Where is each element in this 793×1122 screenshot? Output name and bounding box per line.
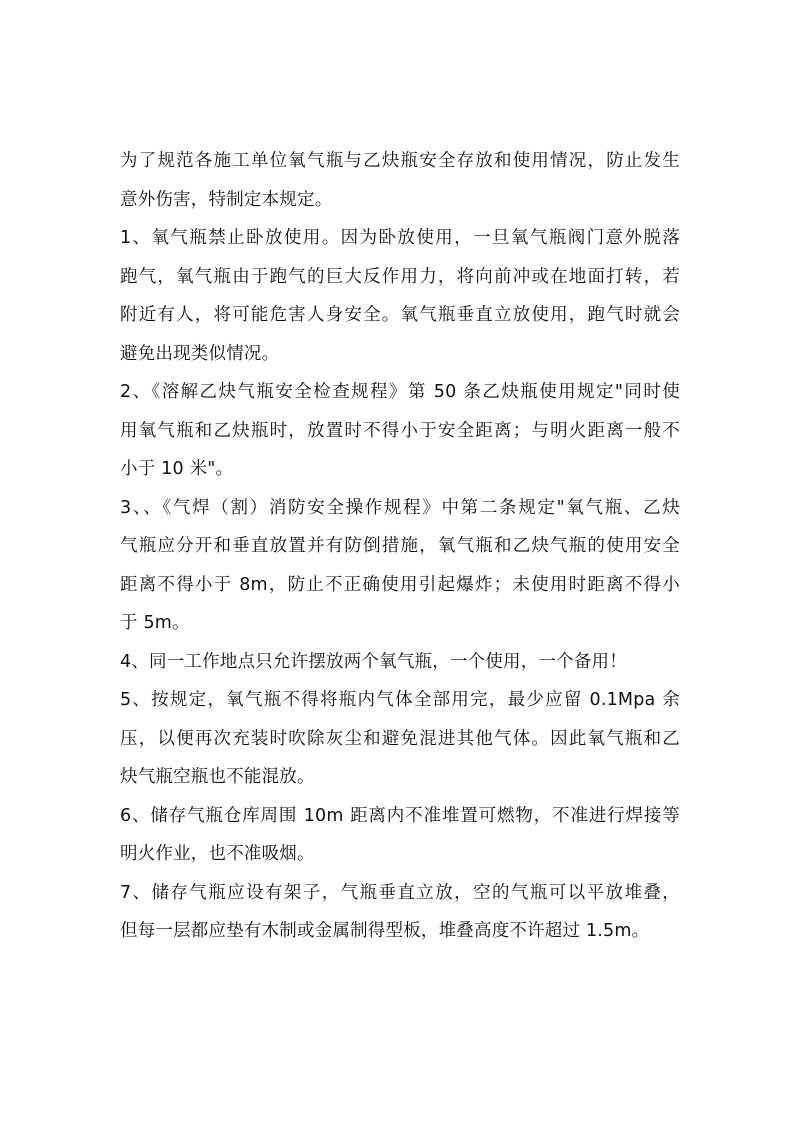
text-line: 跑气，氧气瓶由于跑气的巨大反作用力，将向前冲或在地面打转，若 (120, 266, 680, 287)
text-line: 7、储存气瓶应设有架子，气瓶垂直立放，空的气瓶可以平放堆叠， (120, 882, 680, 903)
text-line: 1、氧气瓶禁止卧放使用。因为卧放使用，一旦氧气瓶阀门意外脱落 (120, 228, 680, 248)
text-line: 用氧气瓶和乙炔瓶时，放置时不得小于安全距离；与明火距离一般不 (120, 420, 680, 441)
rule-3-paragraph (120, 489, 680, 643)
rule-2-paragraph (120, 373, 680, 489)
text-line: 6、储存气瓶仓库周围 10m 距离内不准堆置可燃物，不准进行焊接等 (120, 805, 680, 826)
rule-1-paragraph (120, 219, 680, 373)
text-line: 5、按规定，氧气瓶不得将瓶内气体全部用完，最少应留 0.1Mpa 余 (120, 690, 680, 710)
text-line: 压，以便再次充装时吹除灰尘和避免混进其他气体。因此氧气瓶和乙 (120, 728, 680, 749)
text-line: 意外伤害，特制定本规定。 (120, 189, 333, 210)
document-body (120, 142, 680, 951)
text-line: 小于 10 米"。 (120, 459, 234, 479)
text-line: 气瓶应分开和垂直放置并有防倒措施，氧气瓶和乙炔气瓶的使用安全 (120, 536, 680, 556)
text-line: 明火作业，也不准吸烟。 (120, 844, 315, 864)
text-line: 2、《溶解乙炔气瓶安全检查规程》第 50 条乙炔瓶使用规定"同时使 (120, 382, 680, 402)
text-line: 为了规范各施工单位氧气瓶与乙炔瓶安全存放和使用情况，防止发生 (120, 151, 680, 171)
rule-4-paragraph (120, 643, 680, 682)
text-line: 但每一层都应垫有木制或金属制得型板，堆叠高度不许超过 1.5m。 (120, 921, 650, 941)
text-line: 附近有人，将可能危害人身安全。氧气瓶垂直立放使用，跑气时就会 (120, 305, 680, 325)
text-line: 4、同一工作地点只允许摆放两个氧气瓶，一个使用，一个备用！ (120, 651, 627, 672)
text-line: 炔气瓶空瓶也不能混放。 (120, 767, 315, 787)
rule-7-paragraph (120, 874, 680, 951)
text-line: 3、、《气焊（割）消防安全操作规程》中第二条规定"氧气瓶、乙炔 (120, 497, 680, 518)
intro-paragraph (120, 142, 680, 219)
text-line: 于 5m。 (120, 613, 190, 633)
rule-5-paragraph (120, 681, 680, 797)
text-line: 避免出现类似情况。 (120, 343, 280, 364)
text-line: 距离不得小于 8m，防止不正确使用引起爆炸；未使用时距离不得小 (120, 574, 680, 595)
rule-6-paragraph (120, 797, 680, 874)
